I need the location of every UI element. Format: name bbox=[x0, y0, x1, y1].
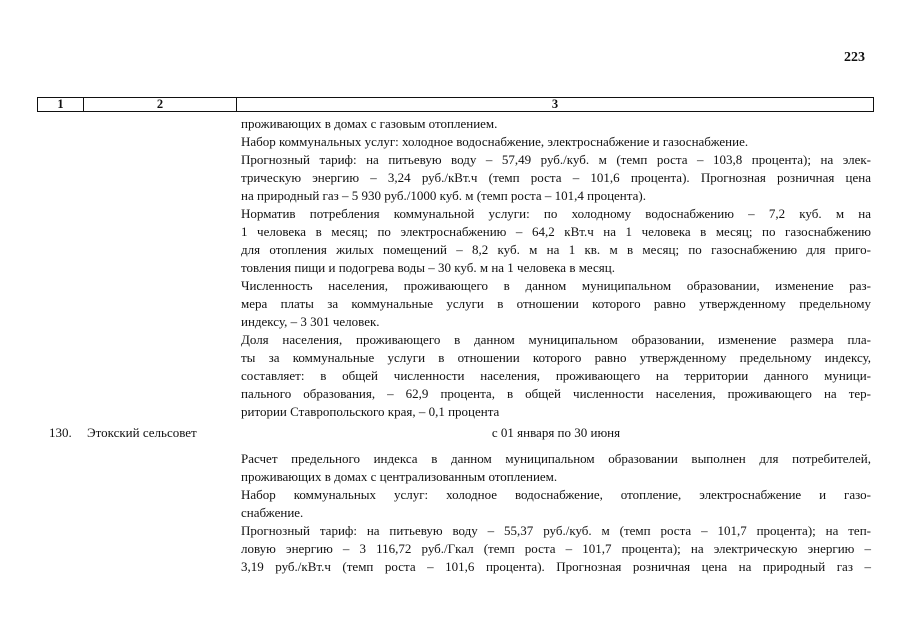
text-line: 1 человека в месяц; по электроснабжению – 64,2 кВт.ч на 1 человека в месяц; по газоснабжению bbox=[241, 224, 871, 239]
text-block-1 bbox=[241, 115, 871, 421]
header-col-1: 1 bbox=[38, 98, 84, 111]
text-line: Расчет предельного индекса в данном муниципальном образовании выполнен для потребителей, bbox=[241, 451, 871, 466]
header-col-3: 3 bbox=[551, 97, 559, 111]
row-municipality-name: Этокский сельсовет bbox=[87, 425, 197, 440]
text-line: Норматив потребления коммунальной услуги: по холодному водоснабжению – 7,2 куб. м на bbox=[241, 206, 871, 221]
text-line: для отопления жилых помещений – 8,2 куб. м на 1 кв. м в месяц; по газоснабжению для приго- bbox=[241, 242, 871, 257]
text-line: составляет: в общей численности населения, проживающего на территории данного муници- bbox=[241, 368, 871, 383]
table-header bbox=[37, 97, 874, 112]
text-line: индексу, – 3 301 человек. bbox=[241, 314, 380, 329]
text-line: снабжение. bbox=[241, 505, 304, 520]
text-line: проживающих в домах с газовым отоплением. bbox=[241, 116, 498, 131]
page-number: 223 bbox=[844, 50, 865, 65]
text-line: мера платы за коммунальные услуги в отношении которого равно утвержденному предельному bbox=[241, 296, 871, 311]
text-block-2 bbox=[241, 450, 871, 576]
text-line: проживающих в домах с централизованным отоплением. bbox=[241, 469, 558, 484]
text-line: ловую энергию – 3 116,72 руб./Гкал (темп роста – 101,7 процента); на электрическую энергию – bbox=[241, 541, 871, 556]
text-line: Прогнозный тариф: на питьевую воду – 55,37 руб./куб. м (темп роста – 101,7 процента); на теп- bbox=[241, 523, 871, 538]
text-line: ритории Ставропольского края, – 0,1 процента bbox=[241, 404, 500, 419]
text-line: Набор коммунальных услуг: холодное водоснабжение, отопление, электроснабжение и газо- bbox=[241, 487, 871, 502]
text-line: Доля населения, проживающего в данном муниципальном образовании, изменение размера пла- bbox=[241, 332, 871, 347]
row-number: 130. bbox=[49, 425, 72, 440]
text-line: Численность населения, проживающего в данном муниципальном образовании, изменение раз- bbox=[241, 278, 871, 293]
text-line: трическую энергию – 3,24 руб./кВт.ч (темп роста – 101,6 процента). Прогнозная розничная цена bbox=[241, 170, 871, 185]
header-col-2: 2 bbox=[84, 98, 237, 111]
text-line: 3,19 руб./кВт.ч (темп роста – 101,6 процента). Прогнозная розничная цена на природный газ – bbox=[241, 559, 871, 574]
text-line: Прогнозный тариф: на питьевую воду – 57,49 руб./куб. м (темп роста – 103,8 процента); на элек- bbox=[241, 152, 871, 167]
text-line: товления пищи и подогрева воды – 30 куб. м на 1 человека в месяц. bbox=[241, 260, 615, 275]
text-line: ты за коммунальные услуги в отношении которого равно утвержденному предельному индексу, bbox=[241, 350, 871, 365]
text-line: пального образования, – 62,9 процента, в общей численности населения, проживающего на тер- bbox=[241, 386, 871, 401]
text-line: на природный газ – 5 930 руб./1000 куб. м (темп роста – 101,4 процента). bbox=[241, 188, 646, 203]
text-line: Набор коммунальных услуг: холодное водоснабжение, электроснабжение и газоснабжение. bbox=[241, 134, 749, 149]
row-period: с 01 января по 30 июня bbox=[491, 425, 621, 440]
